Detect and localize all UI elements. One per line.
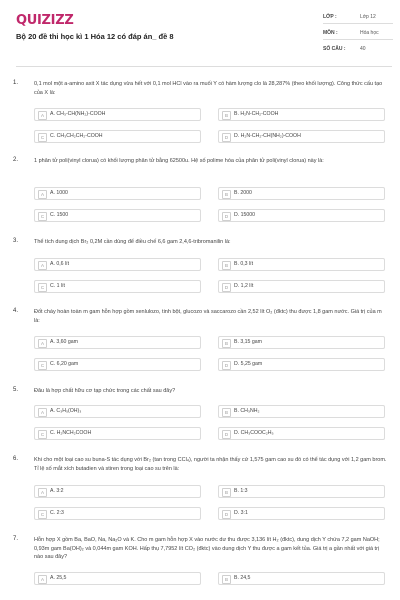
option-a[interactable] — [34, 485, 201, 498]
worksheet-title: Bộ 20 đề thi học kì 1 Hóa 12 có đáp án_ đề 8 — [16, 32, 174, 41]
question-number: 7. — [13, 536, 19, 542]
meta-value: 40 — [360, 46, 366, 52]
option-letter: C — [38, 430, 47, 439]
question-text: 1 phân tử poli(vinyl clorua) có khối lượng phân tử bằng 62500u. Hệ số polime hóa của phân tử poli(vinyl clorua) này là: — [34, 158, 324, 164]
question-text: Thể tích dung dịch Br₂ 0,2M cần dùng để điều chế 6,6 gam 2,4,6-tribromanilin là: — [34, 239, 231, 245]
option-text: D. H₂N-CH₂-CH(NH₂)-COOH — [234, 133, 301, 140]
option-text: B. 2000 — [234, 190, 252, 197]
option-letter: C — [38, 283, 47, 292]
meta-value: Hóa học — [360, 30, 379, 36]
option-letter: B — [222, 408, 231, 417]
option-text: D. 3:1 — [234, 510, 248, 517]
option-letter: A — [38, 261, 47, 270]
option-text: A. 3,60 gam — [50, 339, 78, 346]
option-b[interactable] — [218, 485, 385, 498]
option-b[interactable] — [218, 336, 385, 349]
option-text: D. 1,2 lít — [234, 283, 254, 290]
header-divider — [16, 66, 392, 67]
option-text: B. H₂N-CH₂-COOH — [234, 111, 279, 118]
option-letter: D — [222, 133, 231, 142]
meta-divider — [323, 39, 393, 40]
option-letter: B — [222, 339, 231, 348]
option-d[interactable] — [218, 209, 385, 222]
option-b[interactable] — [218, 108, 385, 121]
option-c[interactable] — [34, 209, 201, 222]
option-text: A. 25,5 — [50, 575, 67, 582]
option-text: C. 6,20 gam — [50, 361, 79, 368]
option-text: B. 3,15 gam — [234, 339, 262, 346]
option-c[interactable] — [34, 280, 201, 293]
question-number: 4. — [13, 308, 19, 314]
option-text: A. 3:2 — [50, 488, 64, 495]
option-letter: D — [222, 283, 231, 292]
option-letter: A — [38, 488, 47, 497]
option-letter: B — [222, 575, 231, 584]
option-text: B. CH₃NH₂ — [234, 408, 260, 415]
option-text: C. 2:3 — [50, 510, 64, 517]
option-b[interactable] — [218, 572, 385, 585]
option-text: D. 15000 — [234, 212, 256, 219]
question-text: Hỗn hợp X gồm Ba, BaO, Na, Na₂O và K. Cho m gam hỗn hợp X vào nước dư thu được 3,136 lít H₂ (đktc), dung dịch Y chứa 7,2 gam NaOH; 0,93m gam Ba(OH)₂ và 0,044m gam KOH. Hấp thụ 7,7952 lít CO₂ (đktc) vào dung dịch Y thu được a gam kết tủa. Giá trị a gần nhất với giá trị nào sau đây? — [34, 537, 380, 560]
option-text: D. CH₃COOC₂H₅ — [234, 430, 274, 437]
option-letter: B — [222, 261, 231, 270]
option-c[interactable] — [34, 130, 201, 143]
option-letter: C — [38, 212, 47, 221]
option-text: B. 1:3 — [234, 488, 248, 495]
option-letter: A — [38, 408, 47, 417]
option-text: C. H₂NCH₂COOH — [50, 430, 92, 437]
option-d[interactable] — [218, 507, 385, 520]
option-c[interactable] — [34, 427, 201, 440]
option-letter: C — [38, 510, 47, 519]
meta-key: SỐ CÂU : — [323, 46, 346, 52]
question-text: Khi cho một loại cao su buna-S tác dụng với Br₂ (tan trong CCl₄), người ta nhận thấy cứ 1,575 gam cao su đó có thể tác dụng với 1,2 gam brom. Tỉ lệ số mắt xích butadien và stiren trong loại cao su trên là: — [34, 457, 387, 472]
option-text: C. 1500 — [50, 212, 69, 219]
option-d[interactable] — [218, 427, 385, 440]
meta-divider — [323, 23, 393, 24]
option-letter: B — [222, 190, 231, 199]
meta-value: Lớp 12 — [360, 14, 376, 20]
option-letter: C — [38, 133, 47, 142]
option-letter: D — [222, 212, 231, 221]
question-text: Đâu là hợp chất hữu cơ tạp chức trong các chất sau đây? — [34, 388, 176, 394]
option-letter: A — [38, 575, 47, 584]
option-b[interactable] — [218, 405, 385, 418]
option-text: C. 1 lít — [50, 283, 65, 290]
question-number: 2. — [13, 157, 19, 163]
option-a[interactable] — [34, 108, 201, 121]
option-a[interactable] — [34, 258, 201, 271]
question-number: 3. — [13, 238, 19, 244]
question-number: 6. — [13, 456, 19, 462]
option-text: A. CH₃-CH(NH₂)-COOH — [50, 111, 106, 118]
option-a[interactable] — [34, 405, 201, 418]
option-letter: A — [38, 111, 47, 120]
option-c[interactable] — [34, 358, 201, 371]
option-text: B. 0,3 lít — [234, 261, 254, 268]
option-letter: A — [38, 190, 47, 199]
meta-key: LỚP : — [323, 14, 337, 20]
option-a[interactable] — [34, 572, 201, 585]
option-letter: A — [38, 339, 47, 348]
option-letter: B — [222, 111, 231, 120]
option-text: B. 24,5 — [234, 575, 251, 582]
option-text: D. 5,25 gam — [234, 361, 263, 368]
option-letter: D — [222, 510, 231, 519]
option-letter: C — [38, 361, 47, 370]
quizizz-logo: QUIZIZZ — [16, 13, 74, 28]
question-number: 1. — [13, 80, 19, 86]
option-d[interactable] — [218, 358, 385, 371]
question-text: Đốt cháy hoàn toàn m gam hỗn hợp gồm xenlulozo, tinh bột, glucozo và saccarozo cần 2,52 lít O₂ (đktc) thu được 1,8 gam nước. Giá trị của m là: — [34, 309, 382, 324]
option-text: A. 1000 — [50, 190, 68, 197]
option-letter: D — [222, 361, 231, 370]
option-d[interactable] — [218, 130, 385, 143]
question-number: 5. — [13, 387, 19, 393]
option-text: A. C₃H₅(OH)₃ — [50, 408, 82, 415]
option-a[interactable] — [34, 336, 201, 349]
question-text: 0,1 mol một a-amino axit X tác dụng vừa hết với 0,1 mol HCl vào ra muối Y có hàm lượng clo là 28,287% (theo khối lượng). Công thức cấu tạo của X là: — [34, 81, 383, 96]
option-text: C. CH₃CH₂CH₂-COOH — [50, 133, 103, 140]
option-c[interactable] — [34, 507, 201, 520]
option-letter: D — [222, 430, 231, 439]
option-letter: B — [222, 488, 231, 497]
option-text: A. 0,6 lít — [50, 261, 70, 268]
worksheet-header — [0, 0, 400, 62]
option-d[interactable] — [218, 280, 385, 293]
option-a[interactable] — [34, 187, 201, 200]
meta-key: MÔN : — [323, 30, 338, 36]
option-b[interactable] — [218, 258, 385, 271]
option-b[interactable] — [218, 187, 385, 200]
